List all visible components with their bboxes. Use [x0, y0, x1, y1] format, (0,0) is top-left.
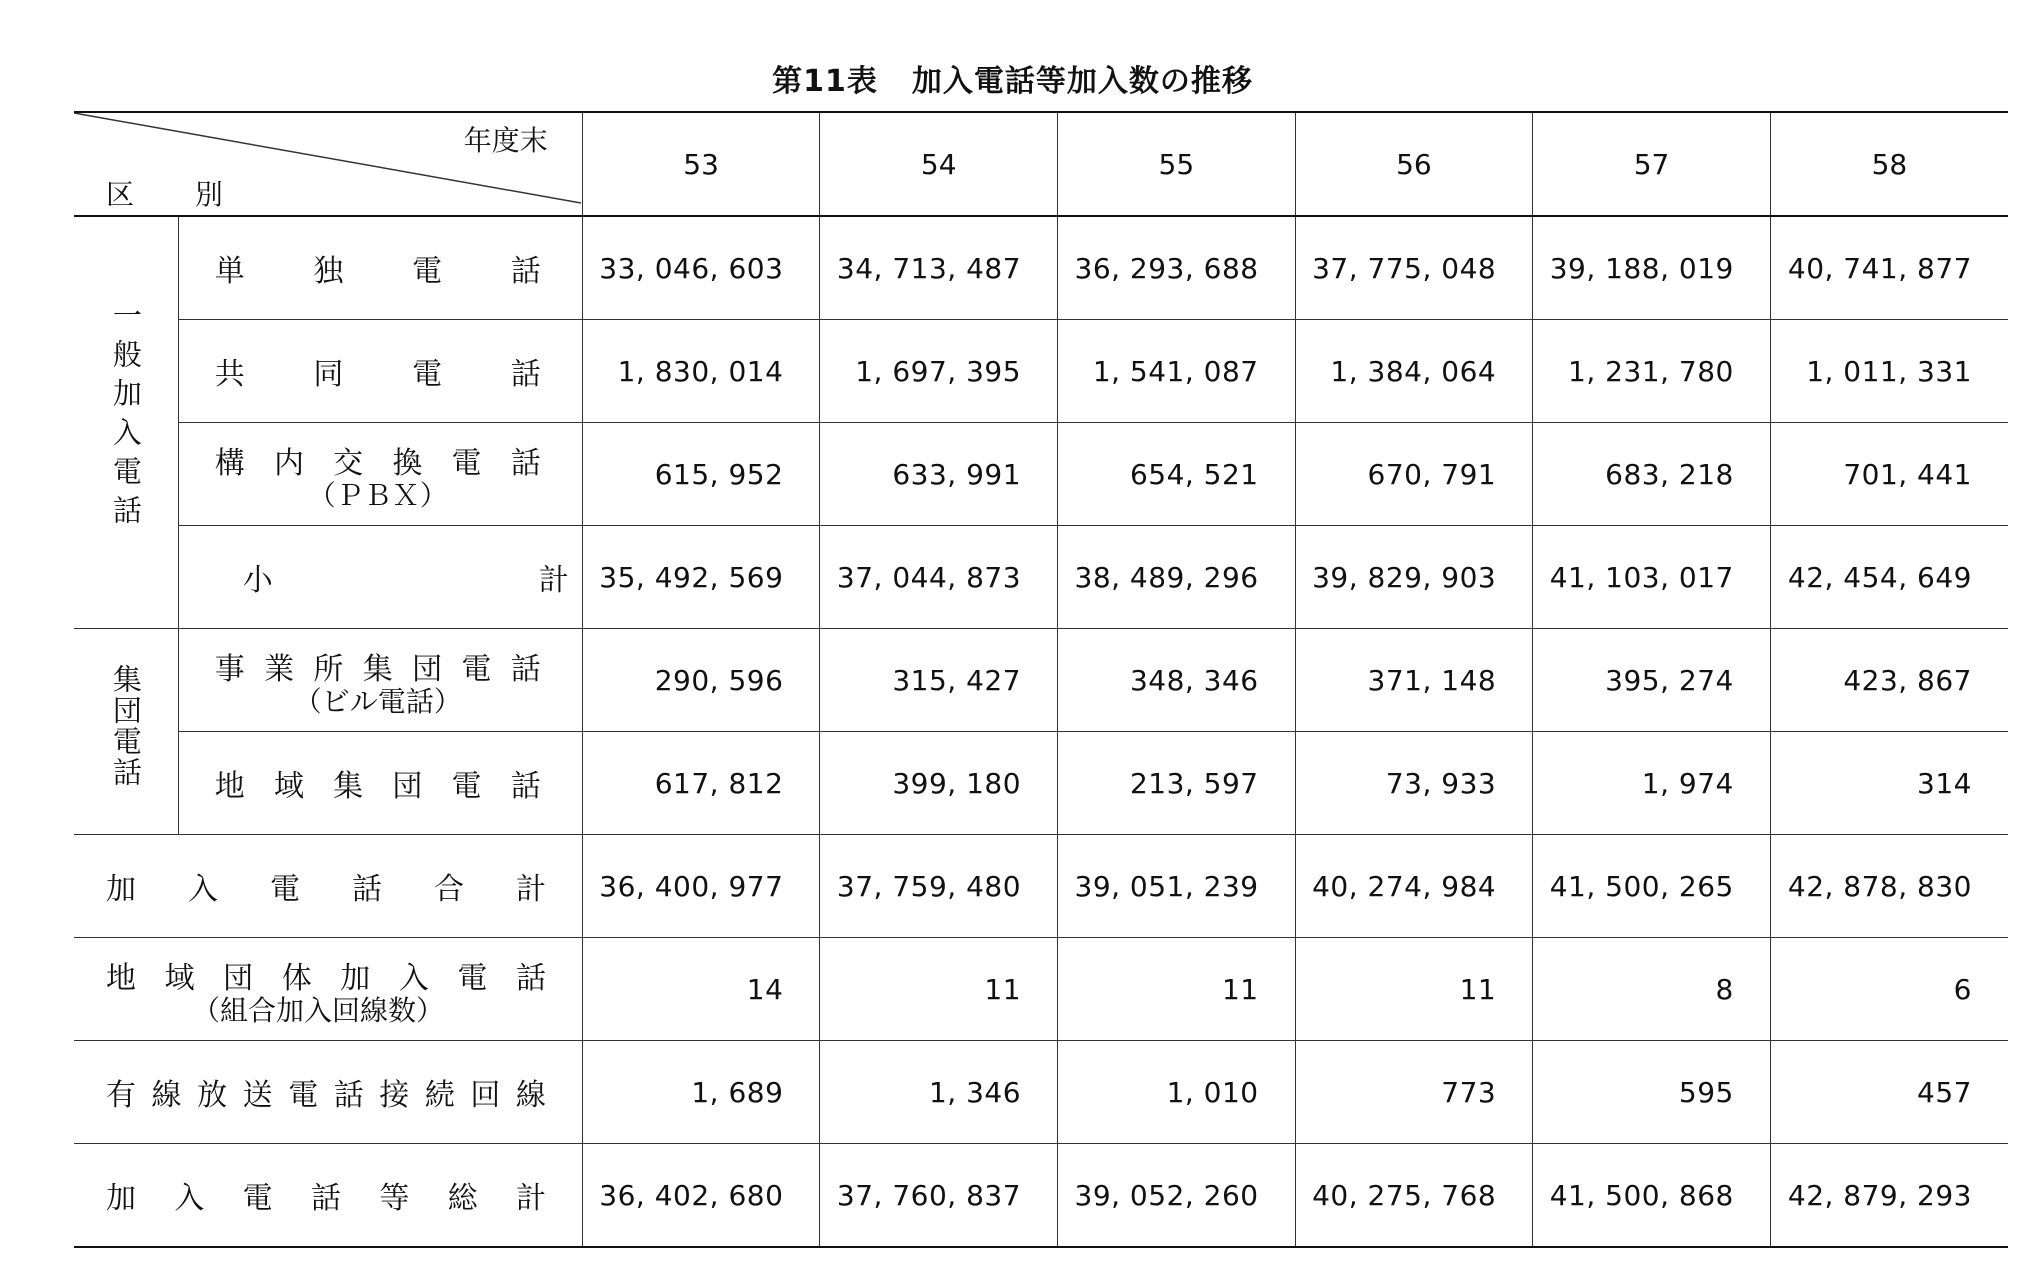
- row-label-text: 地 域 団 体 加 入 電 話: [106, 961, 546, 996]
- table-row: [74, 938, 2008, 1041]
- value-cell: 617, 812: [582, 732, 820, 835]
- group-label-general: [74, 216, 178, 629]
- value-cell: 1, 384, 064: [1295, 320, 1533, 423]
- value-cell: 8: [1533, 938, 1771, 1041]
- value-cell: 42, 879, 293: [1770, 1144, 2008, 1248]
- row-label-text: 事 業 所 集 団 電 話: [214, 652, 541, 687]
- value-cell: 37, 775, 048: [1295, 216, 1533, 320]
- value-cell: 1, 541, 087: [1058, 320, 1296, 423]
- value-cell: 41, 103, 017: [1533, 526, 1771, 629]
- row-label: [178, 732, 582, 835]
- value-cell: 36, 293, 688: [1058, 216, 1296, 320]
- table-row: [74, 835, 2008, 938]
- table-row: [74, 1144, 2008, 1248]
- value-cell: 399, 180: [820, 732, 1058, 835]
- subscriber-table: [74, 111, 2008, 1248]
- row-label: [178, 216, 582, 320]
- row-label: [74, 1144, 582, 1248]
- year-header: 57: [1533, 112, 1771, 216]
- row-label: [178, 320, 582, 423]
- group-label-group-phone: [74, 629, 178, 835]
- value-cell: 1, 011, 331: [1770, 320, 2008, 423]
- group-text: 一般加入電話: [108, 299, 143, 534]
- value-cell: 36, 402, 680: [582, 1144, 820, 1248]
- table-row: [74, 526, 2008, 629]
- value-cell: 41, 500, 868: [1533, 1144, 1771, 1248]
- value-cell: 1, 689: [582, 1041, 820, 1144]
- row-label-text: 有 線 放 送 電 話 接 続 回 線: [106, 1078, 546, 1113]
- value-cell: 348, 346: [1058, 629, 1296, 732]
- value-cell: 11: [1058, 938, 1296, 1041]
- corner-cell: [74, 112, 582, 216]
- year-header: 54: [820, 112, 1058, 216]
- value-cell: 395, 274: [1533, 629, 1771, 732]
- value-cell: 40, 275, 768: [1295, 1144, 1533, 1248]
- value-cell: 37, 760, 837: [820, 1144, 1058, 1248]
- value-cell: 457: [1770, 1041, 2008, 1144]
- row-sublabel: （ＰＢＸ）: [307, 479, 448, 512]
- value-cell: 39, 052, 260: [1058, 1144, 1296, 1248]
- value-cell: 213, 597: [1058, 732, 1296, 835]
- value-cell: 6: [1770, 938, 2008, 1041]
- row-label-text: 構 内 交 換 電 話: [214, 446, 541, 481]
- category-label: 区 別: [106, 178, 249, 211]
- value-cell: 37, 759, 480: [820, 835, 1058, 938]
- value-cell: 615, 952: [582, 423, 820, 526]
- row-label-text: 小 計: [242, 563, 569, 598]
- row-label-text: 加 入 電 話 等 総 計: [106, 1181, 546, 1216]
- row-label-text: 単 独 電 話: [214, 254, 541, 289]
- value-cell: 701, 441: [1770, 423, 2008, 526]
- value-cell: 1, 010: [1058, 1041, 1296, 1144]
- year-end-label: 年度末: [463, 124, 548, 157]
- row-label: [178, 629, 582, 732]
- value-cell: 73, 933: [1295, 732, 1533, 835]
- value-cell: 11: [820, 938, 1058, 1041]
- year-header: 53: [582, 112, 820, 216]
- row-label: [74, 1041, 582, 1144]
- value-cell: 38, 489, 296: [1058, 526, 1296, 629]
- value-cell: 34, 713, 487: [820, 216, 1058, 320]
- value-cell: 633, 991: [820, 423, 1058, 526]
- table-row: [74, 216, 2008, 320]
- year-header: 55: [1058, 112, 1296, 216]
- value-cell: 33, 046, 603: [582, 216, 820, 320]
- table-row: [74, 1041, 2008, 1144]
- year-header: 58: [1770, 112, 2008, 216]
- value-cell: 1, 346: [820, 1041, 1058, 1144]
- value-cell: 773: [1295, 1041, 1533, 1144]
- value-cell: 371, 148: [1295, 629, 1533, 732]
- value-cell: 670, 791: [1295, 423, 1533, 526]
- value-cell: 595: [1533, 1041, 1771, 1144]
- value-cell: 683, 218: [1533, 423, 1771, 526]
- value-cell: 1, 830, 014: [582, 320, 820, 423]
- row-label: [74, 835, 582, 938]
- value-cell: 42, 454, 649: [1770, 526, 2008, 629]
- row-label-text: 共 同 電 話: [214, 357, 541, 392]
- row-label: [74, 938, 582, 1041]
- value-cell: 14: [582, 938, 820, 1041]
- year-header: 56: [1295, 112, 1533, 216]
- table-title: [0, 56, 2025, 100]
- row-label: [178, 526, 582, 629]
- table-caption: 加入電話等加入数の推移: [911, 64, 1253, 99]
- table-row: [74, 320, 2008, 423]
- table-row: [74, 629, 2008, 732]
- table-row: [74, 732, 2008, 835]
- value-cell: 11: [1295, 938, 1533, 1041]
- value-cell: 423, 867: [1770, 629, 2008, 732]
- value-cell: 36, 400, 977: [582, 835, 820, 938]
- value-cell: 1, 974: [1533, 732, 1771, 835]
- value-cell: 37, 044, 873: [820, 526, 1058, 629]
- value-cell: 40, 274, 984: [1295, 835, 1533, 938]
- row-label: [178, 423, 582, 526]
- row-label-text: 地 域 集 団 電 話: [214, 769, 541, 804]
- value-cell: 315, 427: [820, 629, 1058, 732]
- value-cell: 42, 878, 830: [1770, 835, 2008, 938]
- row-sublabel: （組合加入回線数）: [192, 994, 445, 1027]
- value-cell: 35, 492, 569: [582, 526, 820, 629]
- row-sublabel: （ビル電話）: [293, 685, 462, 718]
- value-cell: 290, 596: [582, 629, 820, 732]
- value-cell: 41, 500, 265: [1533, 835, 1771, 938]
- row-label-text: 加 入 電 話 合 計: [106, 872, 546, 907]
- table-number: 第11表: [772, 64, 878, 99]
- header-row: [74, 112, 2008, 216]
- group-text: 集団電話: [108, 663, 143, 788]
- value-cell: 39, 188, 019: [1533, 216, 1771, 320]
- value-cell: 1, 697, 395: [820, 320, 1058, 423]
- value-cell: 654, 521: [1058, 423, 1296, 526]
- value-cell: 314: [1770, 732, 2008, 835]
- value-cell: 39, 051, 239: [1058, 835, 1296, 938]
- value-cell: 40, 741, 877: [1770, 216, 2008, 320]
- value-cell: 1, 231, 780: [1533, 320, 1771, 423]
- table-row: [74, 423, 2008, 526]
- value-cell: 39, 829, 903: [1295, 526, 1533, 629]
